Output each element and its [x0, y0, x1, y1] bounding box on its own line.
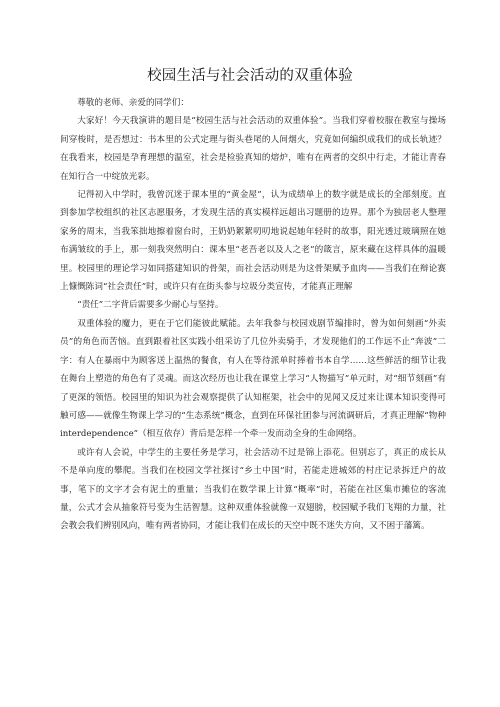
paragraph: 或许有人会说，中学生的主要任务是学习，社会活动不过是锦上添花。但别忘了，真正的成长从不是单向度的攀爬。当我们在校园文学社探讨“乡土中国”时，若能走进城郊的村庄记录拆迁户的故事，笔下的文字才会有泥土的重量；当我们在数学课上计算“概率”时，若能在社区集市摊位的客流量，公式才会从抽象符号变为生活智慧。这种双重体验就像一双翅膀，校园赋予我们飞翔的力量，社会教会我们辨别风向，唯有两者协同，才能让我们在成长的天空中既不迷失方向，又不困于藩篱。: [60, 447, 446, 532]
paragraph: “责任”二字背后需要多少耐心与坚持。: [77, 300, 224, 311]
document-body: [60, 94, 446, 536]
paragraph: 记得初入中学时，我曾沉迷于课本里的“黄金屋”，认为成绩单上的数字就是成长的全部刻度。直到参加学校组织的社区志愿服务，才发现生活的真实模样远超出习题册的边界。那个为独居老人整理家务的周末，当我笨拙地擦着窗台时，王奶奶絮絮叨叨地说起她年轻时的故事，阳光透过玻璃照在她布满皱纹的手上，那一刻我突然明白：课本里“老吾老以及人之老”的箴言，原来藏在这样具体的温暖里。校园里的理论学习如同搭建知识的骨架，而社会活动则是为这骨架赋予血肉——当我们在辩论赛上慷慨陈词“社会责任”时，或许只有在街头参与垃圾分类宣传，才能真正理解: [60, 190, 446, 293]
paragraph: 双重体验的魔力，更在于它们能彼此赋能。去年我参与校园戏剧节编排时，曾为如何刻画“外卖员”的角色而苦恼。直到跟着社区实践小组采访了几位外卖骑手，才发现他们的工作远不止“奔波”二字：有人在暴雨中为顾客送上温热的餐食，有人在等待派单时捧着书本自学……这些鲜活的细节让我在舞台上塑造的角色有了灵魂。而这次经历也让我在课堂上学习“人物描写”单元时，对“细节刻画”有了更深的领悟。校园里的知识为社会观察提供了认知框架，社会中的见闻又反过来让课本知识变得可触可感——就像生物课上学习的“生态系统”概念，直到在环保社团参与河流调研后，才真正理解“物种interdependence”（相互依存）背后是怎样一个牵一发而动全身的生命网络。: [60, 318, 446, 440]
salutation: 尊敬的老师、亲爱的同学们：: [77, 98, 189, 108]
document-title: 校园生活与社会活动的双重体验: [147, 68, 353, 84]
paragraph: 大家好！今天我演讲的题目是“校园生活与社会活动的双重体验”。当我们穿着校服在教室与操场间穿梭时，是否想过：书本里的公式定理与街头巷尾的人间烟火，究竟如何编织成我们的成长轨迹？在我看来，校园是孕育理想的温室，社会是检验真知的熔炉，唯有在两者的交织中行走，才能让青春在知行合一中绽放光彩。: [60, 116, 446, 182]
